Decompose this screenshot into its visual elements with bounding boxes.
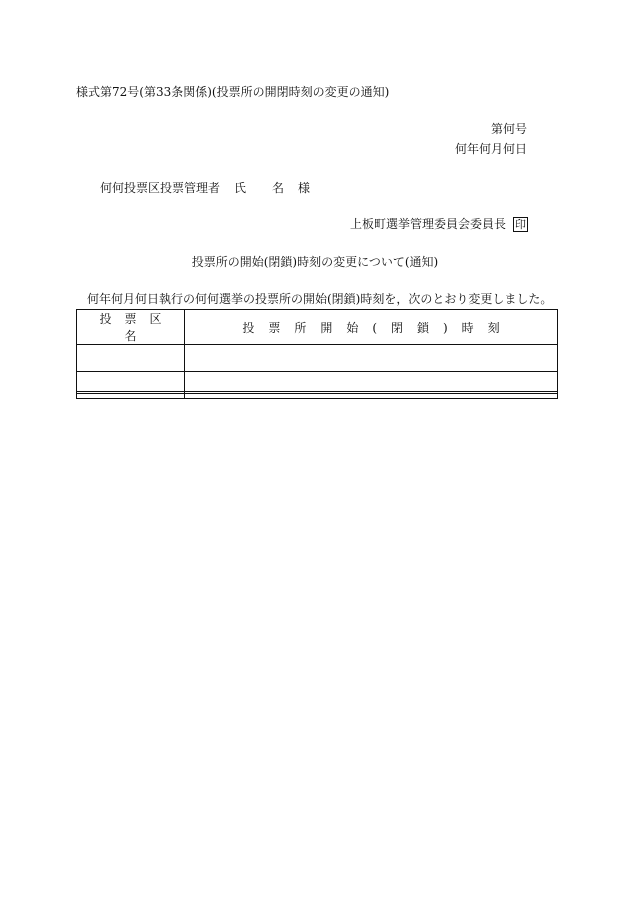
- table-bottom-rule: [76, 391, 558, 394]
- body-text: 何年何月何日執行の何何選挙の投票所の開始(閉鎖)時刻を，次のとおり変更しました。: [87, 292, 553, 306]
- table-cell: [185, 372, 558, 399]
- recipient-name-part2: 名: [272, 181, 285, 195]
- table-cell: [77, 345, 185, 372]
- recipient-org: 何何投票区投票管理者: [100, 181, 221, 195]
- table-cell: [185, 345, 558, 372]
- table-header-row: [77, 310, 558, 345]
- table-row: [77, 372, 558, 399]
- recipient-honorific: 様: [298, 181, 311, 195]
- seal-mark: 印: [515, 218, 526, 231]
- header-open-close-time: 投票所開始(閉鎖)時刻: [185, 310, 558, 345]
- change-table: [76, 309, 558, 399]
- recipient: [100, 180, 310, 196]
- document-subject: 投票所の開始(閉鎖)時刻の変更について(通知): [191, 255, 439, 269]
- sender: [350, 216, 528, 232]
- document-number: 第何号: [490, 122, 527, 136]
- table-cell: [77, 372, 185, 399]
- form-title: 様式第72号(第33条関係)(投票所の開閉時刻の変更の通知): [76, 85, 390, 99]
- sender-title: 上板町選挙管理委員会委員長: [349, 217, 506, 231]
- document-date: 何年何月何日: [454, 142, 527, 156]
- table-row: [77, 345, 558, 372]
- header-district-name: 投票区名: [77, 310, 185, 345]
- recipient-name-part1: 氏: [234, 181, 247, 195]
